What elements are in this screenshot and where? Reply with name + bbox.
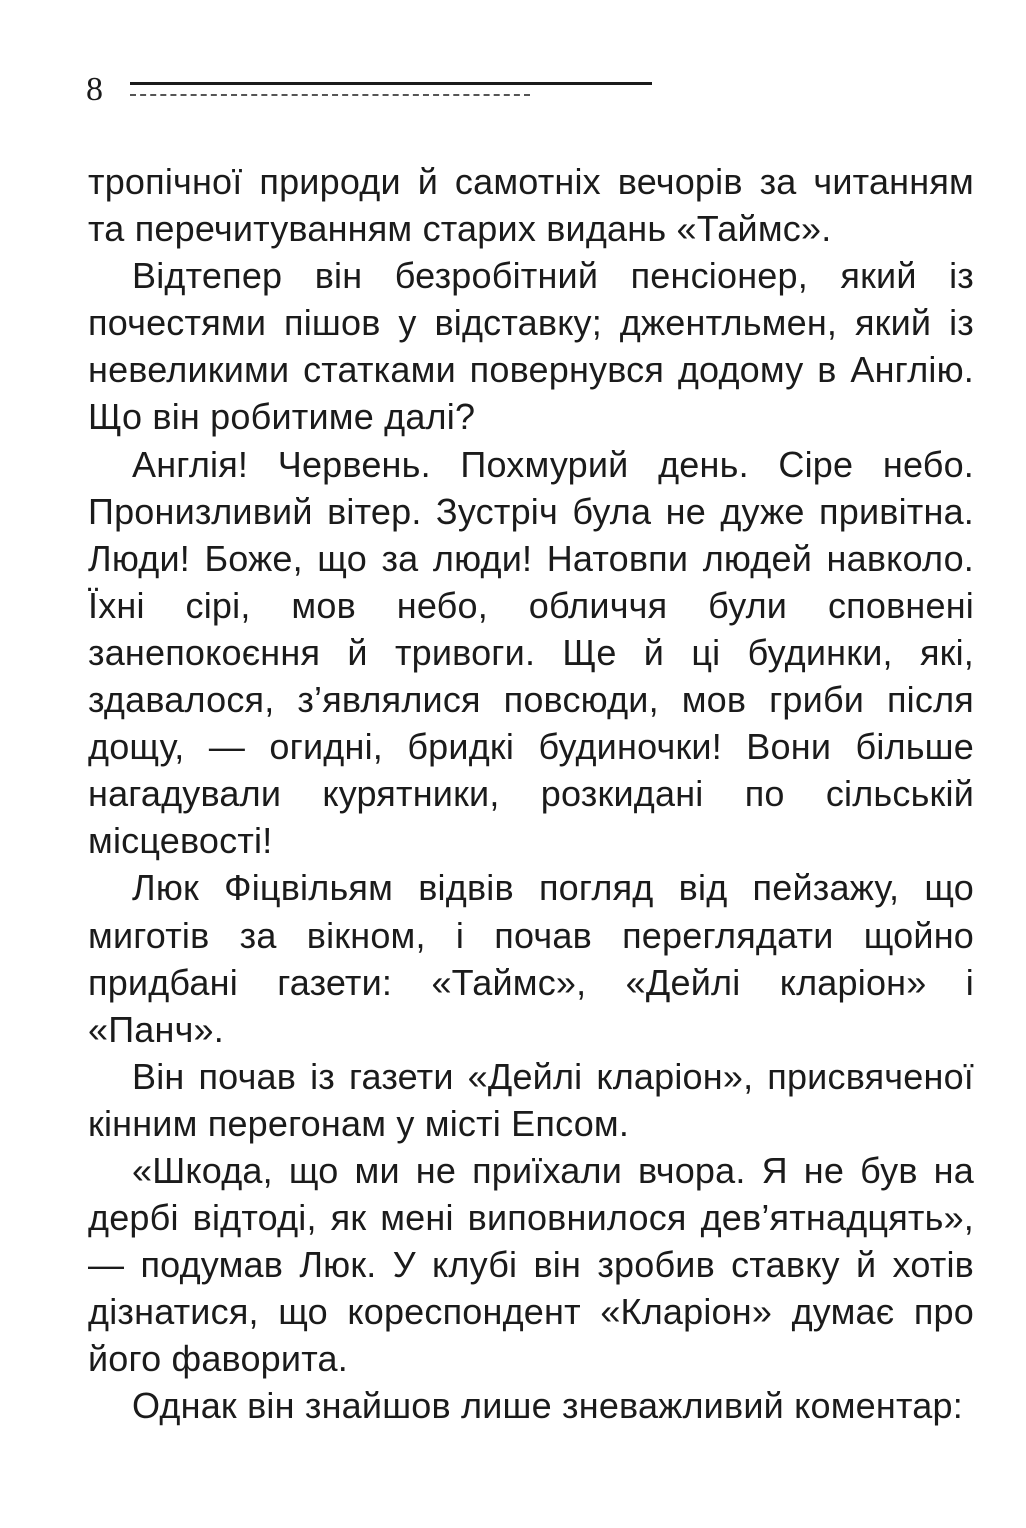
page-number: 8 bbox=[86, 71, 103, 108]
header-rule-dotted bbox=[130, 94, 530, 96]
paragraph: Він почав із газети «Дейлі кларіон», присвяченої кінним перегонам у місті Епсом. bbox=[88, 1055, 974, 1144]
paragraph: Відтепер він безробітний пенсіонер, який із почестями пішов у відставку; джентльмен, який із невеликими статками повернувся додому в Англію. Що він робитиме далі? bbox=[88, 255, 974, 438]
header-rule bbox=[130, 82, 652, 85]
paragraph-continued: тропічної природи й самотніх вечорів за читанням та перечитуванням старих видань «Таймс». bbox=[88, 161, 974, 250]
paragraph: Люк Фіцвільям відвів погляд від пейзажу, що миготів за вікном, і почав переглядати щойно придбані газети: «Таймс», «Дейлі кларіон» і «Панч». bbox=[88, 867, 974, 1050]
body-text bbox=[88, 158, 974, 1430]
paragraph: Англія! Червень. Похмурий день. Сіре небо. Пронизливий вітер. Зустріч була не дуже привітна. Люди! Боже, що за люди! Натовпи людей навколо. Їхні сірі, мов небо, обличчя були сповнені занепокоєння й тривоги. Ще й ці будинки, які, здавалося, з’являлися повсюди, мов гриби після дощу, — огидні, бридкі будиночки! Вони більше нагадували курятники, розкидані по сільській місцевості! bbox=[88, 443, 974, 862]
page-header bbox=[86, 70, 576, 110]
paragraph: «Шкода, що ми не приїхали вчора. Я не був на дербі відтоді, як мені виповнилося дев’ятнадцять», — подумав Люк. У клубі він зробив ставку й хотів дізнатися, що кореспондент «Кларіон» думає про його фаворита. bbox=[88, 1149, 974, 1380]
paragraph: Однак він знайшов лише зневажливий коментар: bbox=[132, 1385, 963, 1427]
